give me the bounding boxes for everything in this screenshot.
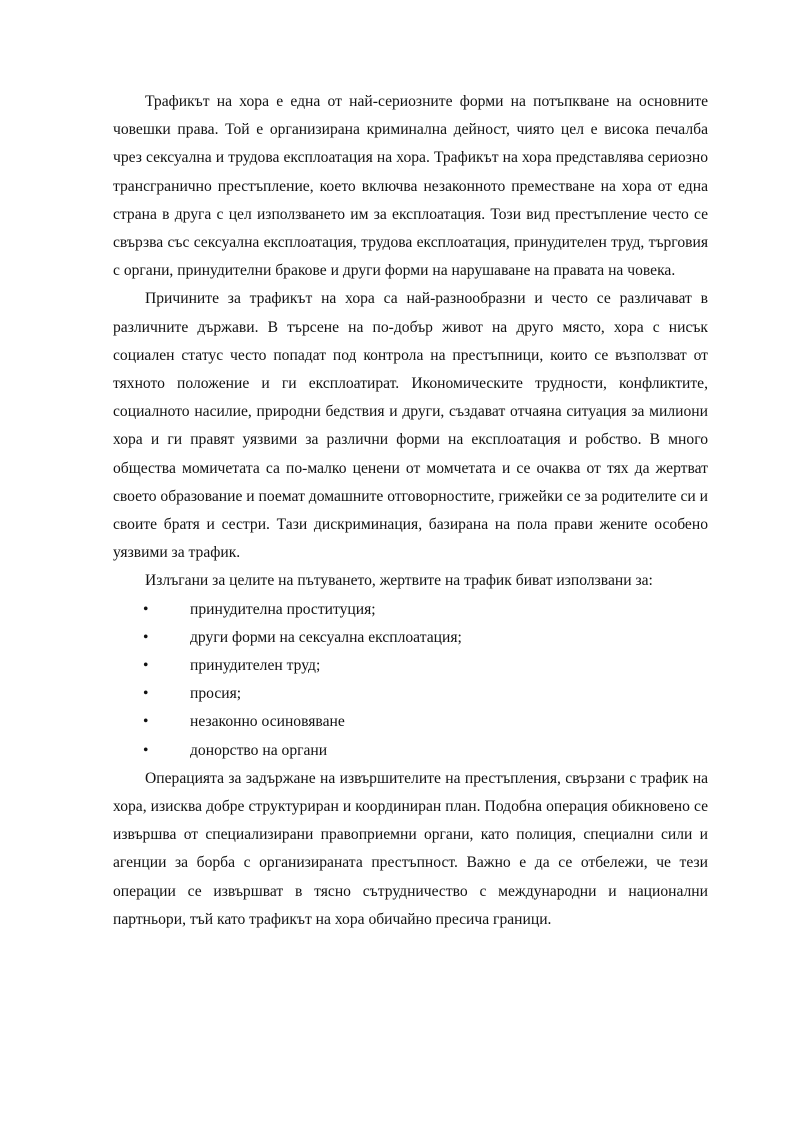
- list-item-text: принудителна проституция;: [190, 600, 376, 618]
- list-item: [113, 652, 708, 680]
- list-item: [113, 596, 708, 624]
- paragraph-trafficking-definition: Трафикът на хора е една от най-сериозните форми на потъпкване на основните човешки права. Той е организирана криминална дейност, чиято цел е висока печалба чрез сексуална и трудова експлоатация на хора. Трафикът на хора представлява сериозно трансгранично престъпление, което включва незаконното преместване на хора от една страна в друга с цел използването им за експлоатация. Този вид престъпление често се свързва със сексуална експлоатация, трудова експлоатация, принудителен труд, търговия с органи, принудителни бракове и други форми на нарушаване на правата на човека.: [113, 93, 708, 280]
- bullet-icon: •: [143, 685, 149, 703]
- bullet-icon: •: [143, 741, 149, 759]
- bullet-icon: •: [143, 600, 149, 618]
- bullet-icon: •: [143, 713, 149, 731]
- list-item-text: незаконно осиновяване: [190, 713, 345, 731]
- exploitation-forms-list: [113, 596, 708, 765]
- list-item: [113, 708, 708, 736]
- paragraph-list-intro: Излъгани за целите на пътуването, жертвите на трафик биват използвани за:: [145, 572, 653, 590]
- document-body: [113, 88, 708, 934]
- list-item-text: принудителен труд;: [190, 657, 321, 675]
- list-item: [113, 737, 708, 765]
- list-item: [113, 624, 708, 652]
- paragraph-operations: Операцията за задържане на извършителите на престъпления, свързани с трафик на хора, изисква добре структуриран и координиран план. Подобна операция обикновено се извършва от специализирани правоприемни органи, като полиция, специални сили и агенции за борба с организираната престъпност. Важно е да се отбележи, че тези операции се извършват в тясно сътрудничество с международни и национални партньори, тъй като трафикът на хора обичайно пресича граници.: [113, 769, 708, 928]
- list-item-text: просия;: [190, 685, 242, 703]
- bullet-icon: •: [143, 657, 149, 675]
- list-item-text: други форми на сексуална експлоатация;: [190, 628, 462, 646]
- list-item-text: донорство на органи: [190, 741, 328, 759]
- paragraph-trafficking-causes: Причините за трафикът на хора са най-разнообразни и често се различават в различните държави. В търсене на по-добър живот на друго място, хора с нисък социален статус често попадат под контрола на престъпници, които се възползват от тяхното положение и ги експлоатират. Икономическите трудности, конфликтите, социалното насилие, природни бедствия и други, създават отчаяна ситуация за милиони хора и ги правят уязвими за различни форми на експлоатация и робство. В много общества момичетата са по-малко ценени от момчетата и се очаква от тях да жертват своето образование и поемат домашните отговорностите, грижейки се за родителите си и своите братя и сестри. Тази дискриминация, базирана на пола прави жените особено уязвими за трафик.: [113, 290, 708, 562]
- bullet-icon: •: [143, 628, 149, 646]
- list-item: [113, 680, 708, 708]
